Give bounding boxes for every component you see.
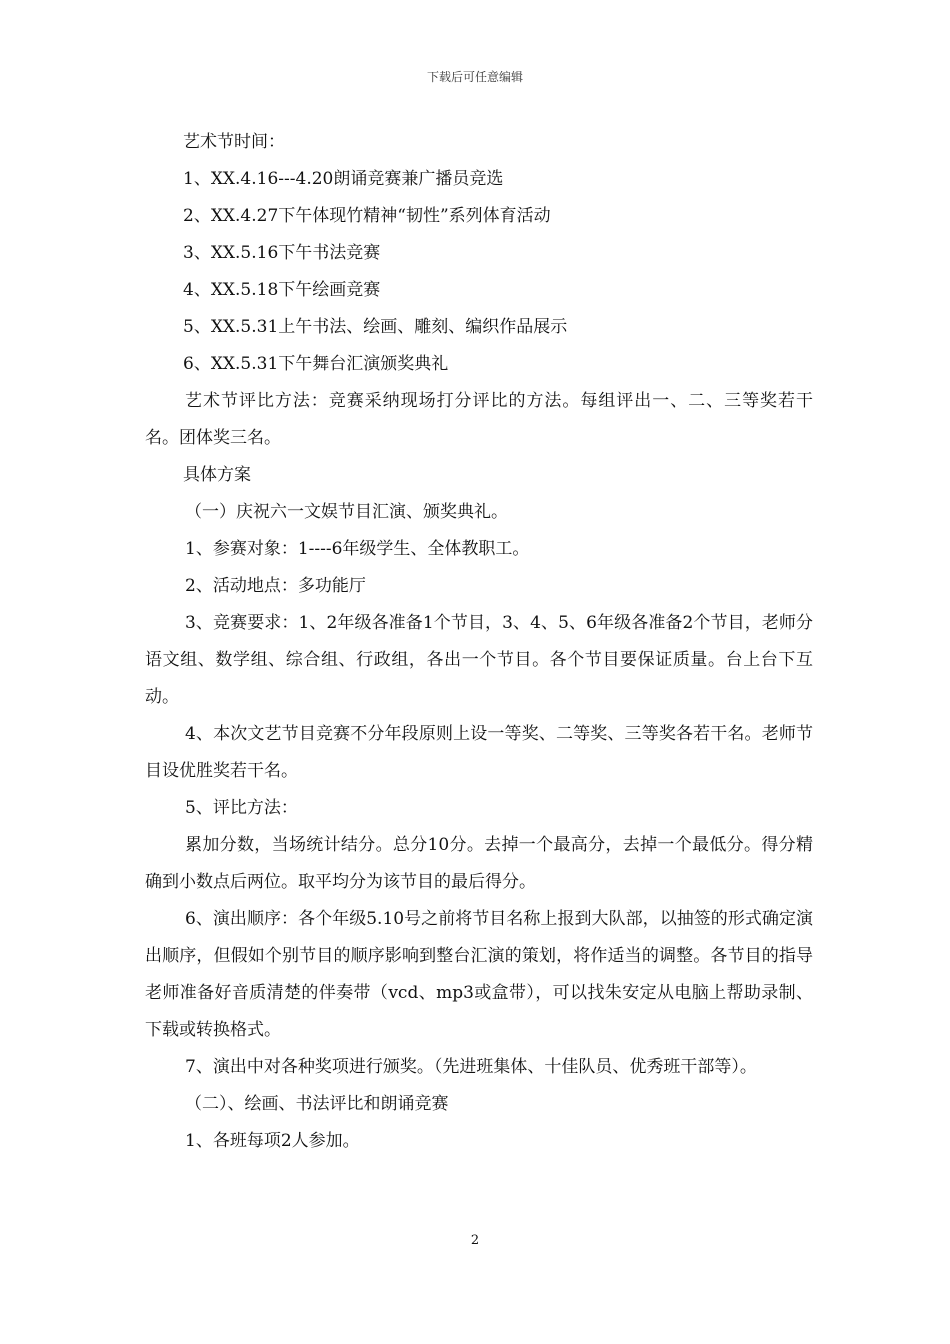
- schedule-item-2: 2、XX.4.27下午体现竹精神“韧性”系列体育活动: [183, 206, 551, 226]
- part-1-item-6: 6、演出顺序：各个年级5.10号之前将节目名称上报到大队部，以抽签的形式确定演出顺序，但假如个别节目的顺序影响到整台汇演的策划，将作适当的调整。各节目的指导老师准备好音质清楚的伴奏带（vcd、mp3或盒带），可以找朱安定从电脑上帮助录制、下载或转换格式。: [145, 909, 813, 1040]
- schedule-item-3: 3、XX.5.16下午书法竞赛: [183, 243, 381, 263]
- plan-title: 具体方案: [183, 465, 251, 485]
- part-1-item-1: 1、参赛对象：1----6年级学生、全体教职工。: [185, 539, 530, 559]
- part-1-item-5-detail: 累加分数，当场统计结分。总分10分。去掉一个最高分，去掉一个最低分。得分精确到小数点后两位。取平均分为该节目的最后得分。: [145, 835, 813, 892]
- page-header: 下载后可任意编辑: [426, 70, 523, 84]
- schedule-item-4: 4、XX.5.18下午绘画竞赛: [183, 280, 381, 300]
- part-1-item-2: 2、活动地点：多功能厅: [185, 576, 366, 596]
- part-1-item-4: 4、本次文艺节目竞赛不分年段原则上设一等奖、二等奖、三等奖各若干名。老师节目设优胜奖若干名。: [145, 724, 813, 781]
- schedule-item-1: 1、XX.4.16---4.20朗诵竞赛兼广播员竞选: [183, 169, 504, 189]
- part-1-item-7: 7、演出中对各种奖项进行颁奖。（先进班集体、十佳队员、优秀班干部等）。: [185, 1057, 757, 1077]
- schedule-title: 艺术节时间：: [183, 132, 285, 152]
- part-1-item-3: 3、竞赛要求：1、2年级各准备1个节目，3、4、5、6年级各准备2个节目，老师分语文组、数学组、综合组、行政组，各出一个节目。各个节目要保证质量。台上台下互动。: [145, 613, 813, 707]
- document-body: [145, 124, 813, 1160]
- schedule-item-6: 6、XX.5.31下午舞台汇演颁奖典礼: [183, 354, 449, 374]
- part-2-item-1: 1、各班每项2人参加。: [185, 1131, 360, 1151]
- part-2-title: （二）、绘画、书法评比和朗诵竞赛: [185, 1094, 449, 1114]
- evaluation-method: 艺术节评比方法：竞赛采纳现场打分评比的方法。每组评出一、二、三等奖若干名。团体奖三名。: [145, 391, 813, 448]
- part-1-item-5: 5、评比方法：: [185, 798, 298, 818]
- page-number: 2: [470, 1233, 480, 1248]
- part-1-title: （一）庆祝六一文娱节目汇演、颁奖典礼。: [185, 502, 508, 522]
- schedule-item-5: 5、XX.5.31上午书法、绘画、雕刻、编织作品展示: [183, 317, 568, 337]
